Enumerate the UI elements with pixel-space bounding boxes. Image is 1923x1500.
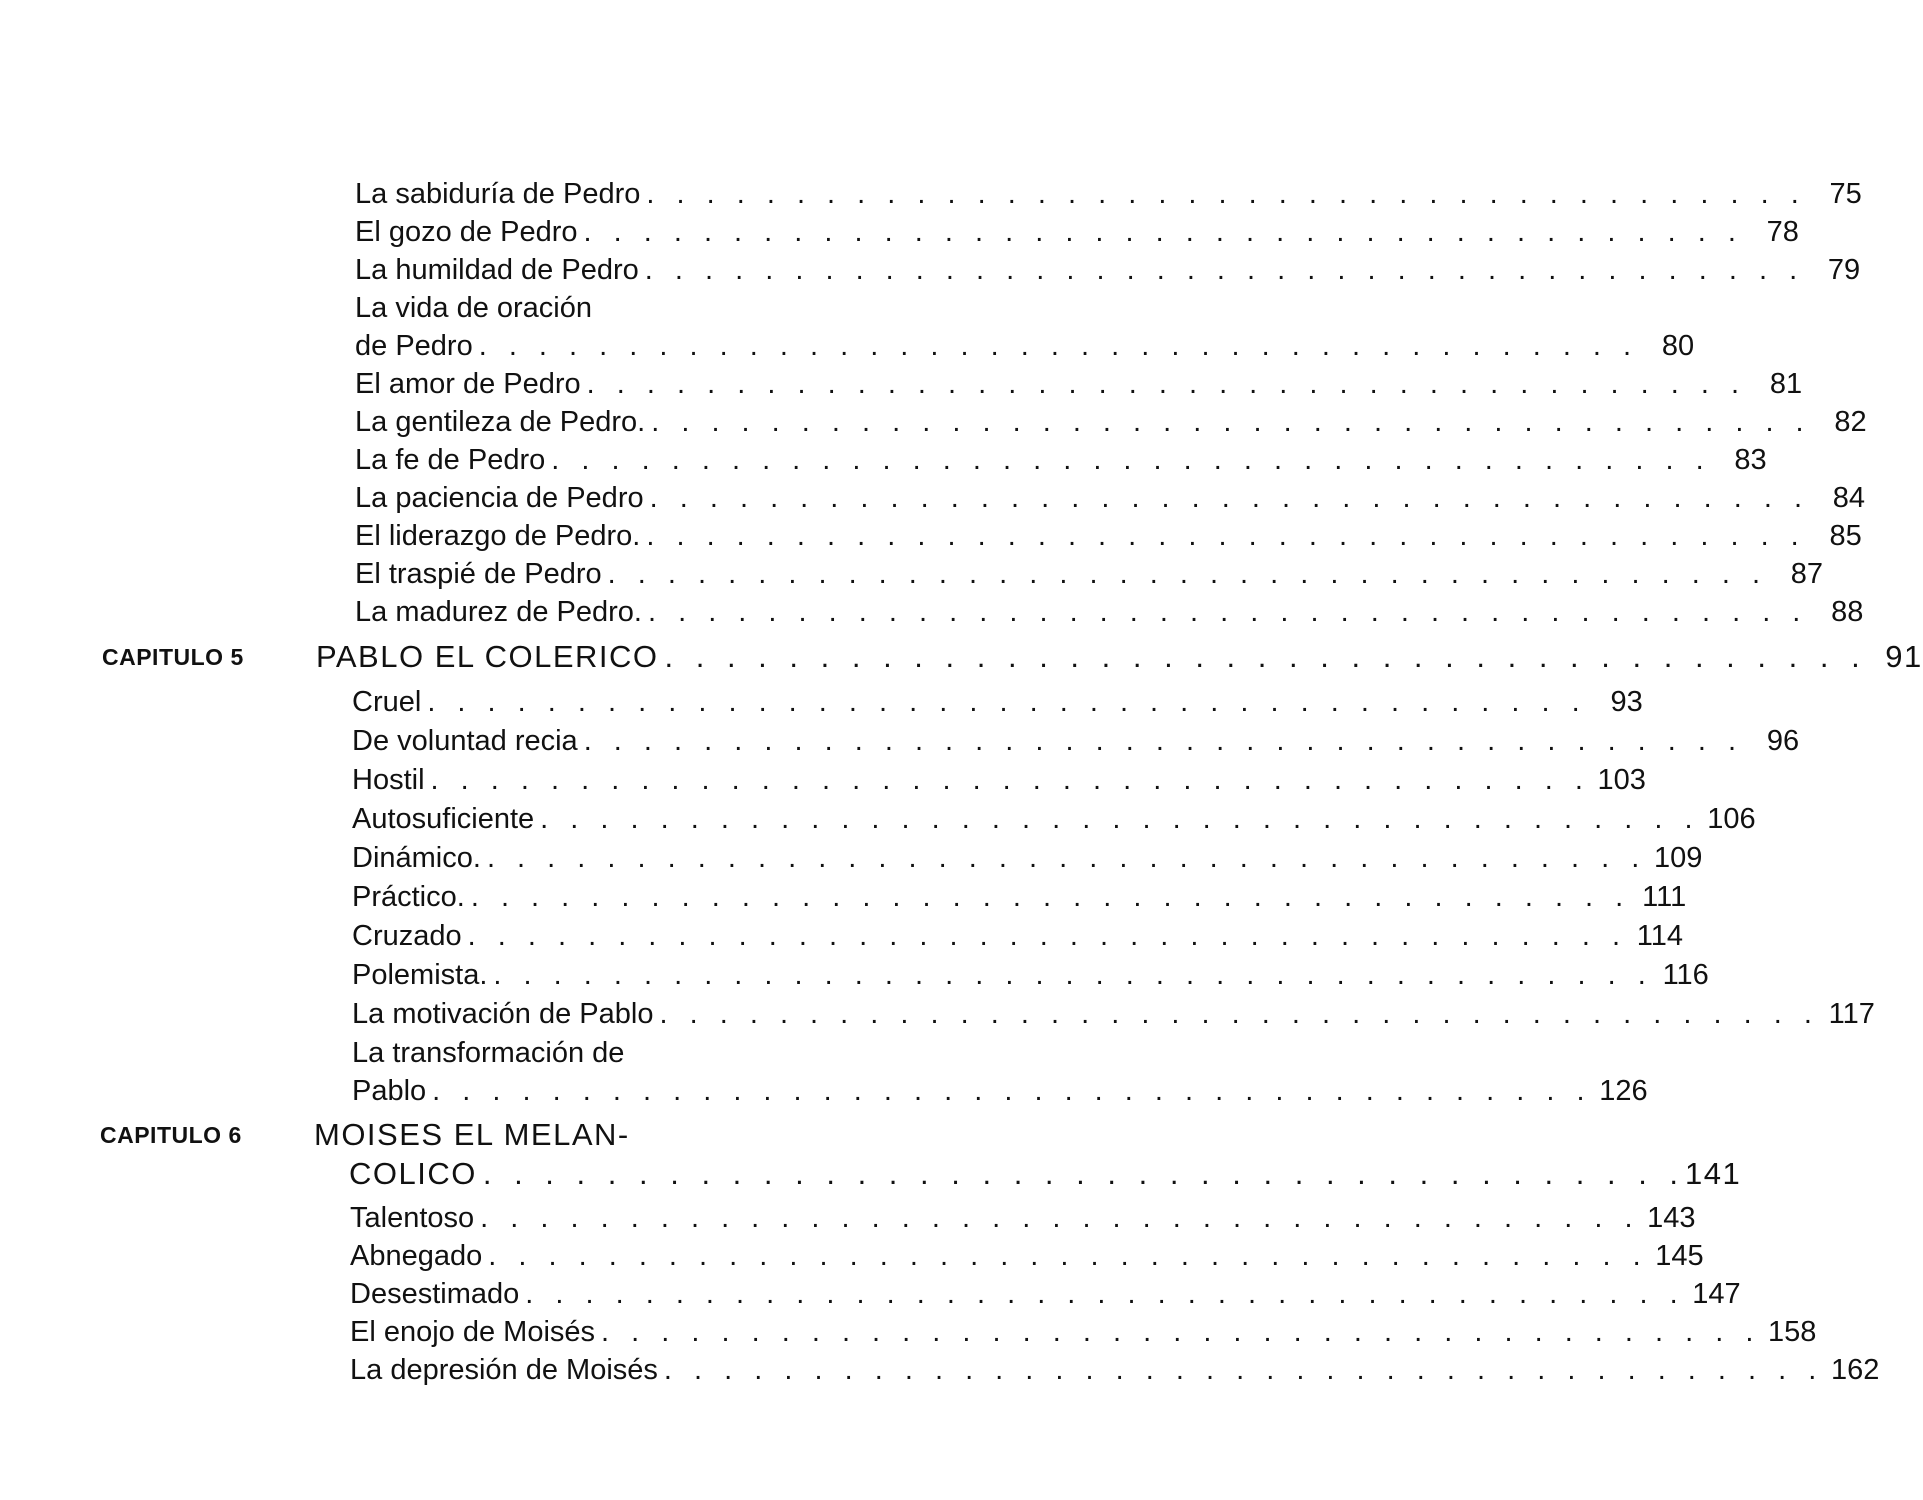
dot-leader: . . . . . . . . . . . . . . . . . . . . . . . . . . . . . . . . . . . . . . . — [432, 1075, 1592, 1107]
entry-label: El gozo de Pedro — [355, 216, 578, 248]
toc-entry — [355, 366, 1803, 402]
entry-page: 145 — [1655, 1240, 1704, 1272]
dot-leader: . . . . . . . . . . . . . . . . . . . . . . . . . . . . . . . . . . . . . . . — [651, 406, 1811, 438]
toc-entry — [352, 684, 1643, 720]
toc-entry — [355, 556, 1824, 592]
entry-page: 80 — [1661, 330, 1695, 362]
toc-entry — [355, 594, 1864, 630]
dot-leader: . . . . . . . . . . . . . . . . . . . . . . . . . . . . . . . . . . . . . . . — [488, 1240, 1648, 1272]
entry-label: Cruzado — [352, 920, 462, 952]
entry-page: 143 — [1647, 1202, 1696, 1234]
dot-leader: . . . . . . . . . . . . . . . . . . . . . . . . . . . . . . . . . . . . . . . — [646, 178, 1806, 210]
entry-label: de Pedro — [355, 330, 473, 362]
entry-page: 114 — [1636, 920, 1684, 952]
entry-page: 106 — [1707, 803, 1756, 835]
chapter-6-title-line1: MOISES EL MELAN- — [314, 1117, 630, 1152]
dot-leader: . . . . . . . . . . . . . . . . . . . . . . . . . . . . . . . . . . . . . . . — [649, 482, 1810, 514]
dot-leader: . . . . . . . . . . . . . . . . . . . . . . . . . . . . . . . . . . . . . . . — [482, 1156, 1686, 1191]
entry-label: La madurez de Pedro. — [355, 596, 642, 628]
dot-leader: . . . . . . . . . . . . . . . . . . . . . . . . . . . . . . . . . . . . . . . — [486, 842, 1647, 874]
chapter-6-label: CAPITULO 6 — [100, 1122, 242, 1148]
entry-page: 117 — [1828, 998, 1875, 1030]
entry-label: Autosuficiente — [352, 803, 535, 835]
entry-label: La depresión de Moisés — [350, 1354, 658, 1386]
entry-label: Práctico. — [352, 881, 465, 913]
entry-label: La fe de Pedro — [355, 444, 546, 476]
entry-label: El liderazgo de Pedro. — [355, 520, 641, 552]
entry-page: 116 — [1662, 959, 1709, 991]
toc-entry — [352, 762, 1646, 798]
dot-leader: . . . . . . . . . . . . . . . . . . . . . . . . . . . . . . . . . . . . . . . — [647, 596, 1808, 628]
dot-leader: . . . . . . . . . . . . . . . . . . . . . . . . . . . . . . . . . . . . . . . — [586, 368, 1747, 400]
dot-leader: . . . . . . . . . . . . . . . . . . . . . . . . . . . . . . . . . . . . . . . — [470, 881, 1631, 913]
toc-entry — [355, 214, 1799, 250]
entry-label: De voluntad recia — [352, 725, 578, 757]
toc-entry — [352, 957, 1709, 993]
chapter-page: 141 — [1685, 1156, 1742, 1191]
entry-label: Polemista. — [352, 959, 488, 991]
entry-page: 87 — [1790, 558, 1824, 590]
entry-page: 88 — [1831, 596, 1864, 628]
dot-leader: . . . . . . . . . . . . . . . . . . . . . . . . . . . . . . . . . . . . . . . — [601, 1316, 1761, 1348]
dot-leader: . . . . . . . . . . . . . . . . . . . . . . . . . . . . . . . . . . . . . . . — [646, 520, 1806, 552]
toc-entry — [352, 840, 1703, 876]
dot-leader: . . . . . . . . . . . . . . . . . . . . . . . . . . . . . . . . . . . . . . . — [551, 444, 1711, 476]
entry-page: 109 — [1653, 842, 1703, 874]
dot-leader: . . . . . . . . . . . . . . . . . . . . . . . . . . . . . . . . . . . . . . . — [659, 998, 1819, 1030]
toc-entry — [350, 1352, 1880, 1388]
entry-page: 78 — [1766, 216, 1799, 248]
entry-label: Desestimado — [350, 1278, 520, 1310]
chapter-page: 91 — [1885, 639, 1923, 674]
toc-entry — [355, 442, 1767, 478]
dot-leader: . . . . . . . . . . . . . . . . . . . . . . . . . . . . . . . . . . . . . . . — [663, 1354, 1824, 1386]
toc-entry — [355, 480, 1866, 516]
entry-label: El amor de Pedro — [355, 368, 581, 400]
toc-entry — [350, 1200, 1696, 1236]
dot-leader: . . . . . . . . . . . . . . . . . . . . . . . . . . . . . . . . . . . . . . . — [583, 216, 1743, 248]
entry-page: 83 — [1734, 444, 1767, 476]
toc-entry — [352, 801, 1756, 837]
dot-leader: . . . . . . . . . . . . . . . . . . . . . . . . . . . . . . . . . . . . . . . — [525, 1278, 1685, 1310]
entry-label: La gentileza de Pedro. — [355, 406, 646, 438]
dot-leader: . . . . . . . . . . . . . . . . . . . . . . . . . . . . . . . . . . . . . . . — [493, 959, 1653, 991]
entry-label: Cruel — [352, 686, 422, 718]
dot-leader: . . . . . . . . . . . . . . . . . . . . . . . . . . . . . . . . . . . . . . . — [664, 639, 1867, 674]
dot-leader: . . . . . . . . . . . . . . . . . . . . . . . . . . . . . . . . . . . . . . . — [540, 803, 1700, 835]
entry-label-line1: La transformación de — [352, 1037, 625, 1069]
entry-label: Hostil — [352, 764, 425, 796]
entry-label: El enojo de Moisés — [350, 1316, 596, 1348]
chapter-title: COLICO — [349, 1156, 477, 1191]
entry-page: 162 — [1830, 1354, 1880, 1386]
entry-page: 158 — [1768, 1316, 1817, 1348]
entry-label: La sabiduría de Pedro — [355, 178, 641, 210]
dot-leader: . . . . . . . . . . . . . . . . . . . . . . . . . . . . . . . . . . . . . . . — [644, 254, 1805, 286]
chapter-6-heading — [349, 1156, 1742, 1192]
entry-page: 126 — [1599, 1075, 1648, 1107]
entry-label: La motivación de Pablo — [352, 998, 654, 1030]
toc-entry — [352, 918, 1684, 954]
entry-label: Talentoso — [350, 1202, 475, 1234]
chapter-title: PABLO EL COLERICO — [316, 639, 659, 674]
toc-entry — [355, 404, 1867, 440]
entry-page: 81 — [1769, 368, 1803, 400]
entry-label: La paciencia de Pedro — [355, 482, 644, 514]
toc-entry — [355, 252, 1861, 288]
entry-page: 79 — [1827, 254, 1861, 286]
dot-leader: . . . . . . . . . . . . . . . . . . . . . . . . . . . . . . . . . . . . . . . — [607, 558, 1768, 590]
toc-entry — [352, 879, 1687, 915]
entry-page: 93 — [1610, 686, 1643, 718]
entry-page: 111 — [1642, 881, 1687, 913]
toc-entry — [350, 1238, 1704, 1274]
entry-label-line1: La vida de oración — [355, 292, 592, 324]
dot-leader: . . . . . . . . . . . . . . . . . . . . . . . . . . . . . . . . . . . . . . . — [467, 920, 1628, 952]
dot-leader: . . . . . . . . . . . . . . . . . . . . . . . . . . . . . . . . . . . . . . . — [480, 1202, 1640, 1234]
entry-page: 85 — [1829, 520, 1862, 552]
toc-entry — [350, 1276, 1741, 1312]
dot-leader: . . . . . . . . . . . . . . . . . . . . . . . . . . . . . . . . . . . . . . . — [478, 330, 1639, 362]
toc-entry — [355, 328, 1695, 364]
dot-leader: . . . . . . . . . . . . . . . . . . . . . . . . . . . . . . . . . . . . . . . — [427, 686, 1587, 718]
entry-page: 96 — [1766, 725, 1800, 757]
entry-page: 147 — [1692, 1278, 1741, 1310]
entry-page: 84 — [1832, 482, 1866, 514]
chapter-5-label: CAPITULO 5 — [102, 644, 244, 670]
entry-label: Abnegado — [350, 1240, 483, 1272]
toc-entry — [352, 723, 1800, 759]
toc-entry — [350, 1314, 1817, 1350]
chapter-5-heading — [316, 639, 1923, 675]
entry-label: La humildad de Pedro — [355, 254, 639, 286]
toc-entry — [352, 996, 1875, 1032]
entry-label: Dinámico. — [352, 842, 481, 874]
toc-entry — [355, 518, 1862, 554]
dot-leader: . . . . . . . . . . . . . . . . . . . . . . . . . . . . . . . . . . . . . . . — [430, 764, 1590, 796]
entry-page: 75 — [1829, 178, 1862, 210]
dot-leader: . . . . . . . . . . . . . . . . . . . . . . . . . . . . . . . . . . . . . . . — [583, 725, 1744, 757]
toc-entry — [352, 1073, 1648, 1109]
entry-label: Pablo — [352, 1075, 427, 1107]
entry-label: El traspié de Pedro — [355, 558, 602, 590]
toc-entry — [355, 176, 1862, 212]
entry-page: 103 — [1597, 764, 1646, 796]
entry-page: 82 — [1834, 406, 1867, 438]
